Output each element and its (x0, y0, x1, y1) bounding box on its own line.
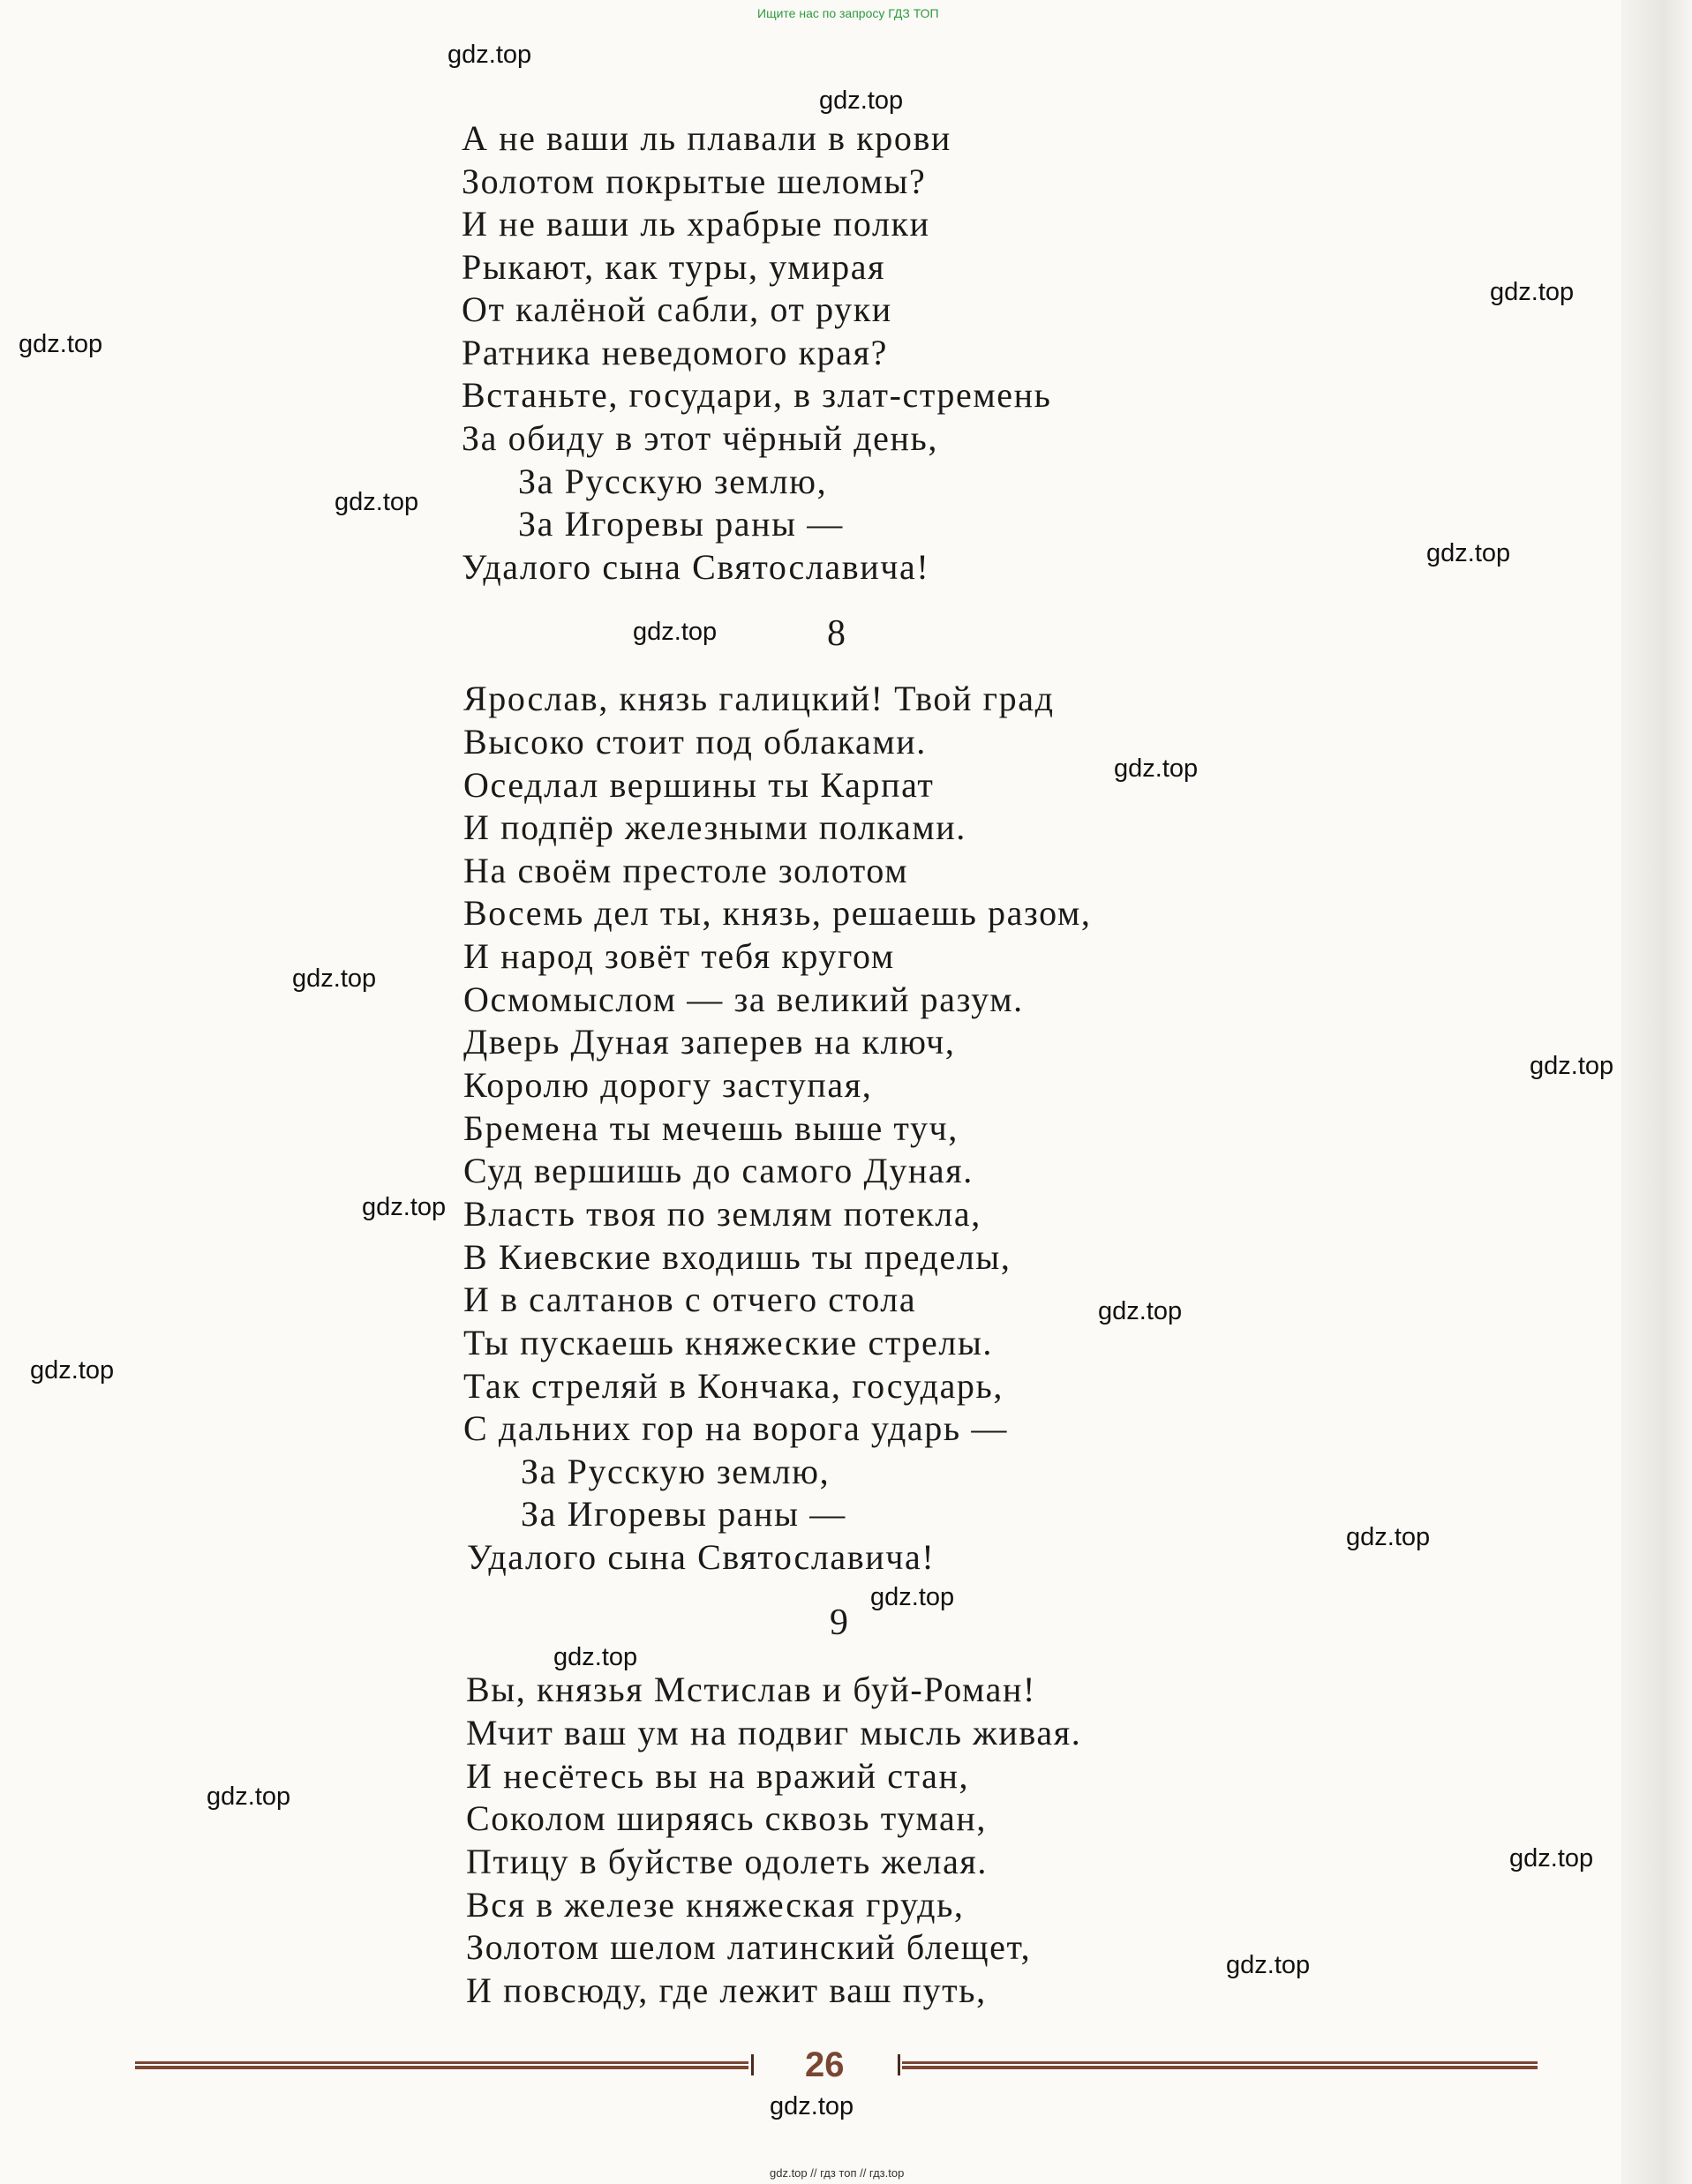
poem-line: Восемь дел ты, князь, решаешь разом, (463, 893, 1092, 933)
poem-line: Дверь Дуная заперев на ключ, (463, 1022, 956, 1062)
bottom-links[interactable]: gdz.top // гдз топ // гдз.top (770, 2166, 905, 2180)
poem-line: Золотом покрытые шеломы? (462, 161, 927, 201)
poem-line: За Русскую землю, (518, 462, 828, 501)
stanza-number: 9 (830, 1602, 848, 1643)
poem-line: За обиду в этот чёрный день, (462, 418, 938, 458)
poem-line: Власть твоя по землям потекла, (463, 1194, 981, 1234)
watermark: gdz.top (633, 618, 718, 646)
poem-line: Ты пускаешь княжеские стрелы. (463, 1323, 994, 1362)
poem-line: И подпёр железными полками. (463, 807, 966, 847)
poem-line: Соколом ширяясь сквозь туман, (466, 1798, 987, 1838)
stanza-number: 8 (827, 613, 846, 654)
poem-line: Королю дорогу заступая, (463, 1065, 873, 1105)
poem-line: Удалого сына Святославича! (467, 1537, 936, 1577)
poem-line: Ратника неведомого края? (462, 333, 888, 372)
watermark: gdz.top (1098, 1297, 1183, 1325)
watermark: gdz.top (30, 1356, 115, 1385)
poem-line: И несётесь вы на вражий стан, (466, 1756, 970, 1796)
watermark: gdz.top (362, 1193, 447, 1221)
poem-line: Ярослав, князь галицкий! Твой град (463, 679, 1055, 718)
footer-rule-left (135, 2061, 748, 2069)
footer-rule-right (902, 2061, 1538, 2069)
poem-line: В Киевские входишь ты пределы, (463, 1237, 1011, 1277)
watermark: gdz.top (553, 1643, 638, 1671)
watermark: gdz.top (207, 1782, 291, 1811)
poem-line: И в салтанов с отчего стола (463, 1280, 917, 1319)
poem-line: Так стреляй в Кончака, государь, (463, 1366, 1004, 1406)
watermark: gdz.top (819, 86, 904, 115)
poem-line: Оседлал вершины ты Карпат (463, 765, 935, 805)
watermark: gdz.top (1226, 1951, 1311, 1979)
watermark: gdz.top (1509, 1844, 1594, 1873)
poem-line: С дальних гор на ворога ударь — (463, 1408, 1008, 1448)
poem-line: И повсюду, где лежит ваш путь, (466, 1970, 987, 2010)
poem-line: И не ваши ль храбрые полки (462, 204, 930, 244)
poem-line: Рыкают, как туры, умирая (462, 247, 886, 287)
watermark: gdz.top (19, 330, 103, 358)
poem-line: Высоко стоит под облаками. (463, 722, 927, 762)
watermark: gdz.top (1114, 754, 1199, 783)
watermark: gdz.top (1490, 278, 1575, 306)
watermark: gdz.top (770, 2092, 854, 2120)
poem-line: За Игоревы раны — (518, 504, 844, 544)
poem-line: Мчит ваш ум на подвиг мысль живая. (466, 1713, 1082, 1752)
page-number: 26 (805, 2045, 845, 2084)
poem-line: На своём престоле золотом (463, 851, 909, 890)
poem-line: За Русскую землю, (521, 1452, 831, 1491)
poem-line: Птицу в буйстве одолеть желая. (466, 1842, 989, 1881)
watermark: gdz.top (335, 488, 419, 516)
poem-line: И народ зовёт тебя кругом (463, 936, 895, 976)
poem-line: Вы, князья Мстислав и буй-Роман! (466, 1670, 1036, 1709)
poem-line: Бремена ты мечешь выше туч, (463, 1108, 959, 1148)
watermark: gdz.top (870, 1583, 955, 1611)
watermark: gdz.top (1426, 539, 1511, 567)
search-hint-link[interactable]: Ищите нас по запросу ГДЗ ТОП (757, 6, 939, 20)
watermark: gdz.top (1530, 1052, 1614, 1080)
poem-line: От калёной сабли, от руки (462, 289, 892, 329)
poem-line: За Игоревы раны — (521, 1494, 846, 1534)
poem-line: Встаньте, государи, в злат-стремень (462, 375, 1052, 415)
page-edge-shadow (1621, 0, 1692, 2184)
poem-line: Суд вершишь до самого Дуная. (463, 1151, 974, 1190)
poem-line: А не ваши ль плавали в крови (462, 118, 951, 158)
watermark: gdz.top (1346, 1523, 1431, 1551)
watermark: gdz.top (292, 964, 377, 993)
footer-tick-right (898, 2054, 900, 2075)
poem-line: Удалого сына Святославича! (462, 547, 930, 587)
poem-line: Золотом шелом латинский блещет, (466, 1927, 1032, 1967)
footer-tick-left (751, 2054, 754, 2075)
poem-line: Осмомыслом — за великий разум. (463, 979, 1024, 1019)
watermark: gdz.top (447, 41, 532, 69)
poem-line: Вся в железе княжеская грудь, (466, 1885, 965, 1925)
